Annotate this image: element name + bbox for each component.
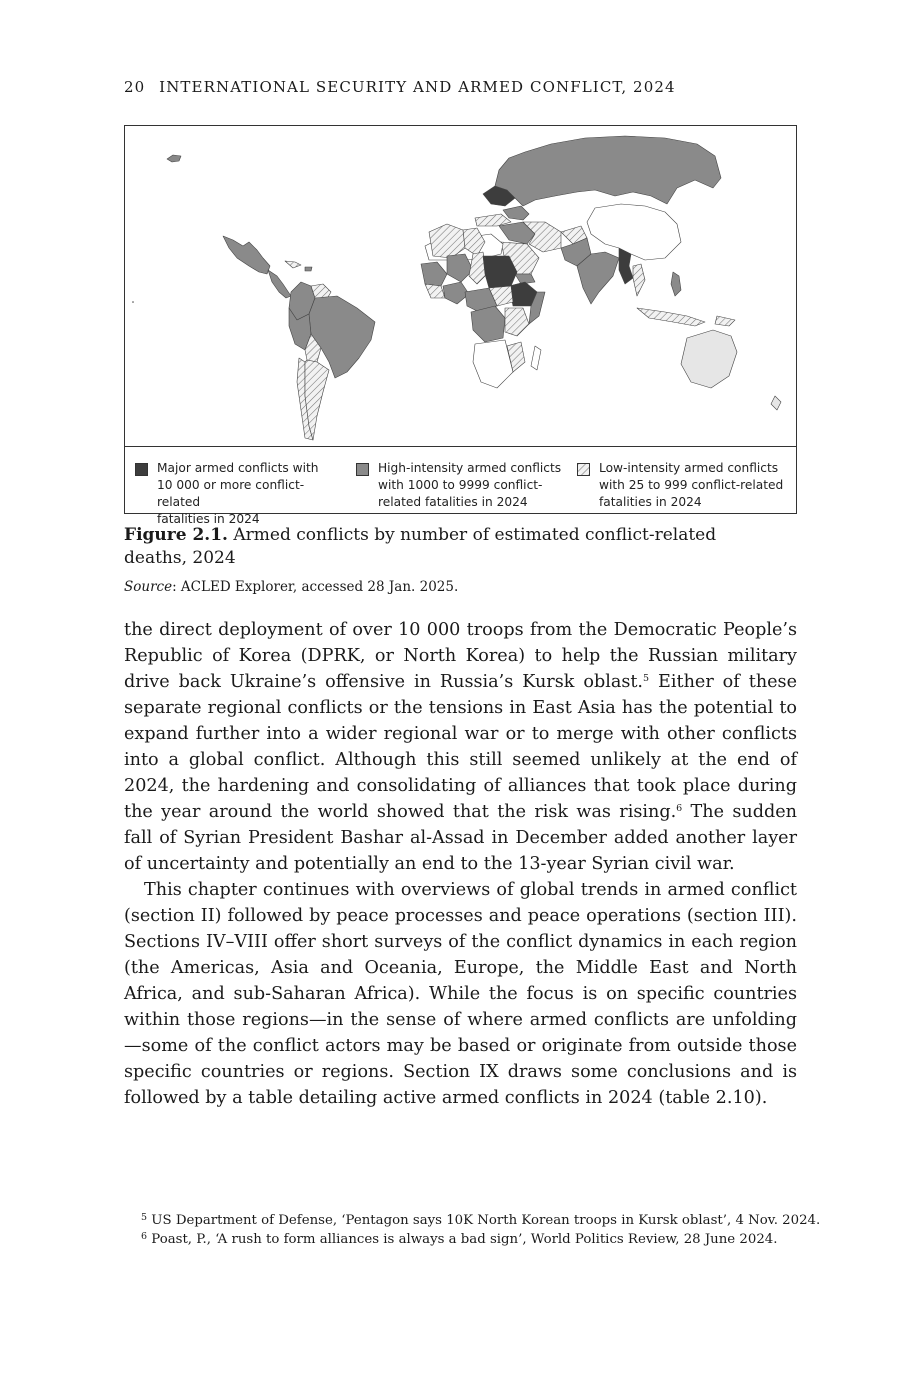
region-madagascar xyxy=(531,346,541,370)
legend-swatch-high xyxy=(356,463,369,476)
region-haiti xyxy=(305,267,312,271)
island-dot xyxy=(132,301,134,303)
region-new-zealand xyxy=(771,396,781,410)
region-central-america xyxy=(268,270,291,298)
running-title: INTERNATIONAL SECURITY AND ARMED CONFLICT, 2024 xyxy=(159,78,676,96)
legend-text-major: Major armed conflicts with 10 000 or more conflict-related fatalities in 2024 xyxy=(157,461,319,526)
figure-label: Figure 2.1. xyxy=(124,525,228,545)
legend-swatch-low xyxy=(577,463,590,476)
paragraph-1: the direct deployment of over 10 000 troops from the Democratic People’s Republic of Korea (DPRK, or North Korea) to help the Russian military drive back Ukraine’s offensive in Russia’s Kursk oblast.$^5$ Either of these separate regional conflicts or the tensions in East Asia has the potential to expand further into a wider regional war or to merge with other conflicts into a global conflict. Although this still seemed unlikely at the end of 2024, the hardening and consolidating of alliances that took place during the year around the world showed that the risk was rising.$^6$ The sudden fall of Syrian President Bashar al-Assad in December added another layer of uncertainty and potentially an end to the 13-year Syrian civil war. xyxy=(124,620,797,874)
legend-divider xyxy=(125,446,796,447)
region-russia xyxy=(495,136,721,206)
figure-caption-text: Armed conflicts by number of estimated conflict-related deaths, 2024 xyxy=(124,525,717,568)
region-thailand xyxy=(633,264,645,296)
footnote-ref-6[interactable]: 6 xyxy=(676,803,683,814)
footnote-ref-5[interactable]: 5 xyxy=(643,673,650,684)
page-number: 20 xyxy=(124,78,146,96)
region-caribbean xyxy=(285,261,301,268)
region-southern-africa xyxy=(473,340,513,388)
region-turkey xyxy=(475,214,511,226)
region-west-coast xyxy=(425,284,445,298)
region-papua xyxy=(715,316,735,326)
region-sahel-west xyxy=(421,262,447,286)
legend-text-low: Low-intensity armed conflicts with 25 to 999 conflict-related fatalities in 2024 xyxy=(599,461,784,509)
source-text: : ACLED Explorer, accessed 28 Jan. 2025. xyxy=(172,579,459,595)
region-china xyxy=(587,204,681,260)
region-drc xyxy=(471,306,505,342)
region-philippines xyxy=(671,272,681,296)
paragraph-2: This chapter continues with overviews of global trends in armed conflict (section II) followed by peace processes and peace operations (section III). Sections IV–VIII offer short surveys of the conflict dynamics in each region (the Americas, Asia and Oceania, Europe, the Middle East and North Africa, and sub-Saharan Africa). While the focus is on specific countries within those regions—in the sense of where armed conflicts are unfolding—some of the conflict actors may be based or originate from outside those specific countries or regions. Section IX draws some conclusions and is followed by a table detailing active armed conflicts in 2024 (table 2.10). xyxy=(124,880,797,1108)
region-east-africa xyxy=(505,308,529,336)
source-label: Source xyxy=(124,579,173,595)
figure-2-1 xyxy=(124,125,797,526)
world-conflict-map xyxy=(125,126,796,446)
hawaii-islands xyxy=(167,155,181,162)
region-australia xyxy=(681,330,737,388)
figure-source xyxy=(124,579,458,595)
region-caucasus xyxy=(503,206,529,220)
footnotes xyxy=(141,1211,821,1249)
footnote-6: $^6$ Poast, P., ‘A rush to form alliances is always a bad sign’, World Politics Review, 28 June 2024. xyxy=(141,1231,778,1247)
figure-caption xyxy=(124,524,774,570)
footnote-5: $^5$ US Department of Defense, ‘Pentagon says 10K North Korean troops in Kursk oblast’, 4 Nov. 2024. xyxy=(141,1212,821,1228)
running-header xyxy=(124,78,676,96)
legend-swatch-major xyxy=(135,463,148,476)
region-indonesia xyxy=(637,308,705,326)
legend-text-high: High-intensity armed conflicts with 1000 to 9999 conflict- related fatalities in 2024 xyxy=(378,461,562,509)
region-mexico xyxy=(223,236,270,274)
body-text xyxy=(124,617,797,1111)
